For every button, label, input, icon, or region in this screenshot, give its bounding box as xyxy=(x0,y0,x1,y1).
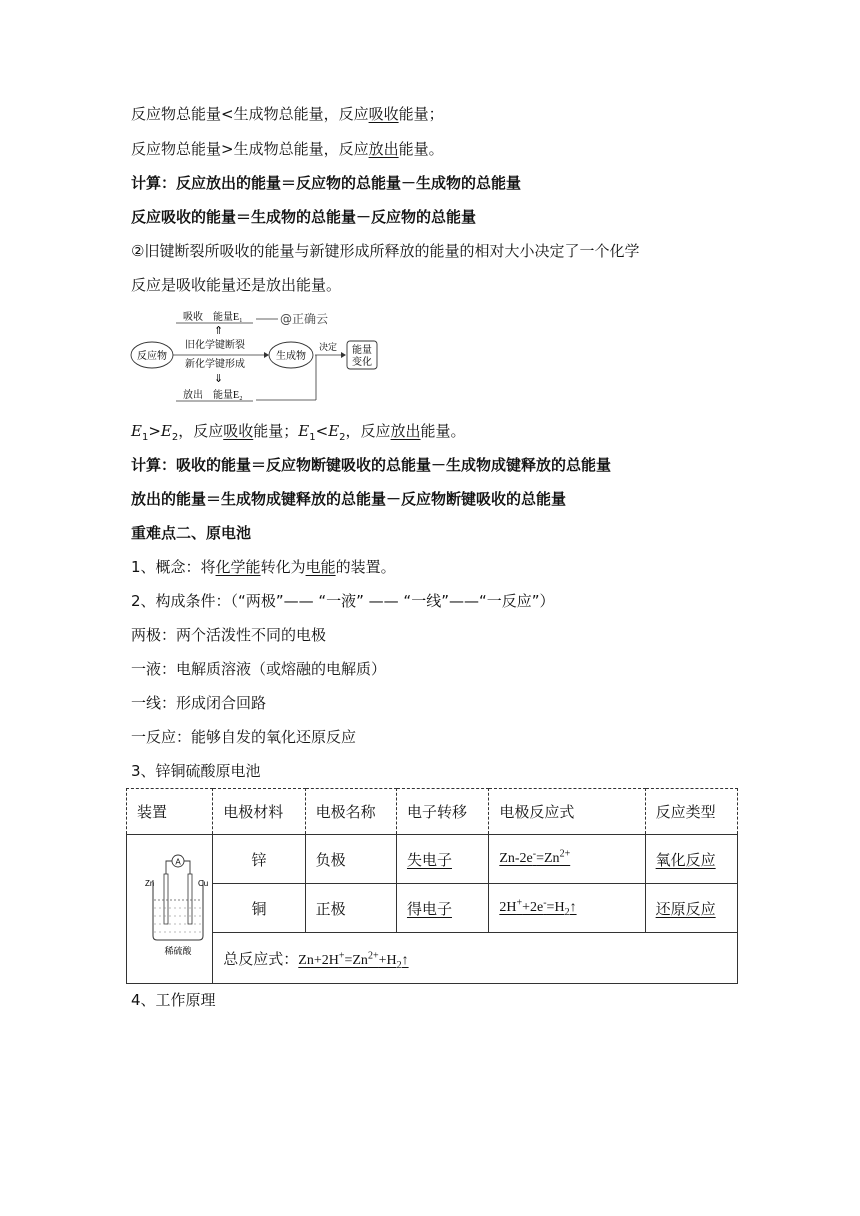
wire xyxy=(184,861,190,874)
text: 转化为 xyxy=(260,558,306,576)
underlined-equation xyxy=(499,897,577,918)
text: 能量。 xyxy=(398,140,444,158)
symbol-E: E xyxy=(298,422,310,440)
product-label: 生成物 xyxy=(276,351,306,362)
equation-cell xyxy=(489,884,645,933)
text: 1、概念：将 xyxy=(131,558,216,576)
header-cell: 电极材料 xyxy=(213,789,305,835)
transfer-cell xyxy=(396,884,488,933)
underlined-answer: 放出 xyxy=(368,140,399,158)
underlined-answer: 吸收 xyxy=(368,105,399,123)
calc-release: 计算：反应放出的能量＝反应物的总能量－生成物的总能量 xyxy=(131,174,522,192)
eq-part: =H xyxy=(546,900,565,915)
eq-sup: 2+ xyxy=(367,949,379,961)
arrow-head-icon xyxy=(341,352,346,358)
symbol-E: E xyxy=(131,422,142,440)
eq-part: Zn+2H xyxy=(298,952,339,968)
electrode-name-cell: 负极 xyxy=(305,835,396,884)
underlined-answer: 氧化反应 xyxy=(655,850,716,869)
total-cell xyxy=(213,933,738,984)
underlined-answer: 得电子 xyxy=(406,899,452,918)
galvanic-cell-table xyxy=(126,788,738,984)
energy-label-2: 变化 xyxy=(352,357,372,368)
gas-arrow: ↑ xyxy=(401,952,409,968)
calc-absorb-bonds: 计算：吸收的能量＝反应物断键吸收的总能量－生成物成键释放的总能量 xyxy=(131,456,612,474)
eq-sup: 2+ xyxy=(559,848,571,860)
copper-label: Cu xyxy=(198,879,209,888)
acid-label: 稀硫酸 xyxy=(164,947,192,957)
text: 的装置。 xyxy=(335,558,396,576)
eq-sub: 2 xyxy=(564,906,570,918)
text: 能量。 xyxy=(420,422,466,440)
eq-part: Zn-2e xyxy=(499,851,533,866)
gas-arrow: ↑ xyxy=(569,900,577,915)
gt-sign: > xyxy=(148,422,161,440)
eq-part: +H xyxy=(378,952,397,968)
header-cell: 电极反应式 xyxy=(489,789,645,835)
table-header-row xyxy=(127,789,738,835)
eq-part: =Zn xyxy=(344,952,368,968)
reactant-label: 反应物 xyxy=(137,351,167,362)
line-reactant-less xyxy=(131,104,444,124)
text: 能量； xyxy=(253,422,299,440)
underlined-answer: 吸收 xyxy=(223,422,254,440)
calc-release-bonds: 放出的能量＝生成物成键释放的总能量－反应物断键吸收的总能量 xyxy=(131,490,567,508)
calc-absorb: 反应吸收的能量＝生成物的总能量－反应物的总能量 xyxy=(131,208,477,226)
material-cell: 铜 xyxy=(213,884,305,933)
underlined-answer: 失电子 xyxy=(406,850,452,869)
release-label: 放出 能量E₂ xyxy=(183,390,243,401)
energy-label-1: 能量 xyxy=(352,345,372,356)
equation-cell xyxy=(489,835,645,884)
underlined-answer: 化学能 xyxy=(215,558,261,576)
eq-part: 2H xyxy=(499,900,517,915)
ammeter-label: A xyxy=(175,857,181,867)
zinc-label: Zn xyxy=(145,879,155,888)
bond-energy-text: ②旧键断裂所吸收的能量与新键形成所释放的能量的相对大小决定了一个化学 xyxy=(131,242,640,260)
energy-comparison-line xyxy=(131,421,466,441)
subscript: 2 xyxy=(339,432,346,443)
zinc-electrode xyxy=(164,874,168,924)
header-cell: 电极名称 xyxy=(305,789,396,835)
decide-label: 决定 xyxy=(319,343,338,353)
form-label: 新化学键形成 xyxy=(185,359,245,370)
eq-sup: - xyxy=(543,897,547,909)
text: ，反应 xyxy=(178,422,224,440)
section-heading: 重难点二、原电池 xyxy=(131,524,252,542)
table-row xyxy=(127,884,738,933)
text: ，反应 xyxy=(345,422,391,440)
eq-sup: - xyxy=(532,848,537,860)
text: 反应物总能量<生成物总能量，反应 xyxy=(131,105,369,123)
reaction-type-cell xyxy=(645,884,737,933)
reaction-type-cell xyxy=(645,835,737,884)
energy-diagram xyxy=(128,308,398,404)
wire xyxy=(166,861,172,874)
concept-line xyxy=(131,557,396,577)
bond-energy-text-cont: 反应是吸收能量还是放出能量。 xyxy=(131,276,342,294)
arrow-head-icon xyxy=(264,352,269,358)
eq-sup: + xyxy=(338,949,345,961)
symbol-E: E xyxy=(328,422,340,440)
conditions-line: 2、构成条件：（“两极”—— “一液” —— “一线”——“一反应”） xyxy=(131,592,555,610)
symbol-E: E xyxy=(160,422,172,440)
beaker xyxy=(153,880,203,940)
underlined-equation xyxy=(499,848,571,866)
absorb-label: 吸收 能量E₁ xyxy=(183,312,243,323)
reaction-line: 一反应：能够自发的氧化还原反应 xyxy=(131,728,357,746)
break-label: 旧化学键断裂 xyxy=(185,340,245,351)
table-row xyxy=(127,835,738,884)
eq-part: =Zn xyxy=(536,851,560,866)
material-cell: 锌 xyxy=(213,835,305,884)
eq-part: +2e xyxy=(522,900,544,915)
text: 反应物总能量>生成物总能量，反应 xyxy=(131,140,369,158)
header-cell: 反应类型 xyxy=(645,789,737,835)
subscript: 2 xyxy=(171,432,179,443)
underlined-answer: 还原反应 xyxy=(655,899,716,918)
electrolyte-line: 一液：电解质溶液（或熔融的电解质） xyxy=(131,660,387,678)
working-principle-heading: 4、工作原理 xyxy=(131,991,216,1009)
line-reactant-greater xyxy=(131,139,444,159)
lt-sign: < xyxy=(315,422,329,440)
up-arrow-icon: ⇑ xyxy=(214,324,224,337)
header-cell: 电子转移 xyxy=(396,789,488,835)
circuit-line: 一线：形成闭合回路 xyxy=(131,694,267,712)
subscript: 1 xyxy=(309,432,316,443)
total-row xyxy=(127,933,738,984)
underlined-answer: 放出 xyxy=(390,422,421,440)
text: 能量； xyxy=(398,105,444,123)
total-equation xyxy=(298,949,409,971)
subscript: 1 xyxy=(141,432,149,443)
electrode-name-cell: 正极 xyxy=(305,884,396,933)
copper-electrode xyxy=(188,874,192,924)
eq-sub: 2 xyxy=(396,959,402,971)
watermark: @正确云 xyxy=(280,312,329,326)
zinc-copper-cell-apparatus xyxy=(143,850,213,958)
down-arrow-icon: ⇓ xyxy=(214,372,224,385)
transfer-cell xyxy=(396,835,488,884)
header-cell: 装置 xyxy=(127,789,213,835)
total-label: 总反应式： xyxy=(223,949,299,968)
two-electrodes-line: 两极：两个活泼性不同的电极 xyxy=(131,626,327,644)
underlined-answer: 电能 xyxy=(305,558,336,576)
eq-sup: + xyxy=(516,897,523,909)
cell-heading: 3、锌铜硫酸原电池 xyxy=(131,762,261,780)
